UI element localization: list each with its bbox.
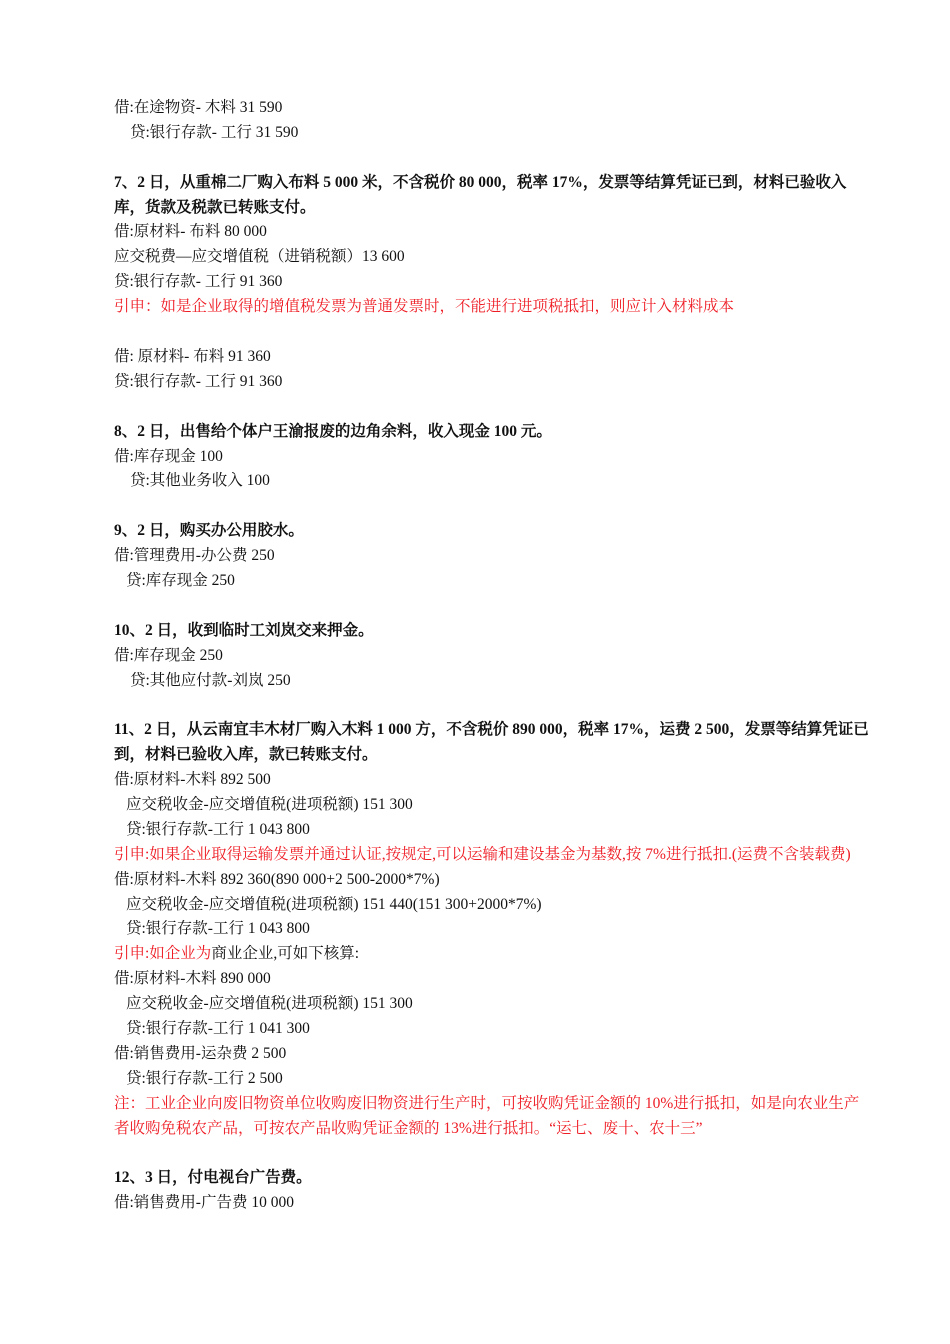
question-8: 8、2 日，出售给个体户王渝报废的边角余料，收入现金 100 元。 — [114, 422, 552, 440]
spacer — [114, 395, 874, 420]
journal-credit-line: 贷:银行存款- 工行 91 360 — [114, 273, 283, 291]
journal-debit-line: 借:原材料-木料 892 500 — [114, 771, 271, 789]
journal-debit-line: 借:销售费用-运杂费 2 500 — [114, 1044, 287, 1062]
journal-debit-line: 借:管理费用-办公费 250 — [114, 547, 275, 565]
journal-debit-line: 借:销售费用-广告费 10 000 — [114, 1194, 294, 1212]
journal-credit-line: 贷:库存现金 250 — [126, 571, 235, 589]
journal-debit-line: 应交税费—应交增值税（进销税额）13 600 — [114, 248, 405, 266]
journal-credit-line: 贷:银行存款- 工行 31 590 — [130, 123, 299, 141]
journal-credit-line: 贷:银行存款-工行 2 500 — [126, 1069, 283, 1087]
extension-note: 引申:如果企业取得运输发票并通过认证,按规定,可以运输和建设基金为基数,按 7%进行抵扣.(运费不含装载费) — [114, 845, 851, 863]
question-7: 7、2 日，从重棉二厂购入布料 5 000 米，不含税价 80 000，税率 17%，发票等结算凭证已到，材料已验收入库，货款及税款已转账支付。 — [114, 173, 847, 216]
journal-debit-line: 借:原材料-木料 892 360(890 000+2 500-2000*7%) — [114, 870, 440, 888]
question-10: 10、2 日，收到临时工刘岚交来押金。 — [114, 621, 374, 639]
journal-debit-line: 应交税收金-应交增值税(进项税额) 151 440(151 300+2000*7%) — [126, 895, 542, 913]
extension-note-red: 引申:如企业为 — [114, 945, 212, 963]
note-paragraph: 注：工业企业向废旧物资单位收购废旧物资进行生产时，可按收购凭证金额的 10%进行抵扣，如是向农业生产者收购免税农产品，可按农产品收购凭证金额的 13%进行抵扣。“运七、废十、农十三” — [114, 1094, 860, 1137]
spacer — [114, 693, 874, 718]
document-page — [114, 96, 874, 1216]
journal-credit-line: 贷:银行存款-工行 1 041 300 — [126, 1020, 310, 1038]
journal-debit-line: 借:库存现金 250 — [114, 646, 223, 664]
journal-credit-line: 贷:银行存款-工行 1 043 800 — [126, 820, 310, 838]
question-11: 11、2 日，从云南宜丰木材厂购入木料 1 000 方，不含税价 890 000，税率 17%，运费 2 500，发票等结算凭证已到，材料已验收入库，款已转账支付。 — [114, 721, 869, 764]
journal-debit-line: 应交税收金-应交增值税(进项税额) 151 300 — [126, 796, 413, 813]
journal-credit-line: 贷:银行存款-工行 1 043 800 — [126, 920, 310, 938]
journal-credit-line: 贷:其他业务收入 100 — [130, 472, 270, 490]
journal-credit-line: 贷:其他应付款-刘岚 250 — [130, 671, 291, 689]
extension-note: 引申：如是企业取得的增值税发票为普通发票时，不能进行进项税抵扣，则应计入材料成本 — [114, 298, 735, 316]
journal-debit-line: 借:库存现金 100 — [114, 447, 223, 465]
question-9: 9、2 日，购买办公用胶水。 — [114, 522, 304, 540]
spacer — [114, 594, 874, 619]
extension-note — [114, 942, 874, 967]
journal-debit-line: 借: 原材料- 布料 91 360 — [114, 347, 271, 365]
journal-debit-line: 借:原材料-木料 890 000 — [114, 970, 271, 988]
journal-debit-line: 借:在途物资- 木料 31 590 — [114, 99, 283, 116]
spacer — [114, 146, 874, 171]
spacer — [114, 1142, 874, 1167]
question-12: 12、3 日，付电视台广告费。 — [114, 1169, 312, 1187]
journal-credit-line: 贷:银行存款- 工行 91 360 — [114, 372, 283, 390]
journal-debit-line: 借:原材料- 布料 80 000 — [114, 223, 267, 241]
spacer — [114, 494, 874, 519]
journal-debit-line: 应交税收金-应交增值税(进项税额) 151 300 — [126, 995, 413, 1013]
spacer — [114, 320, 874, 345]
extension-note-black: 商业企业,可如下核算: — [211, 945, 359, 963]
